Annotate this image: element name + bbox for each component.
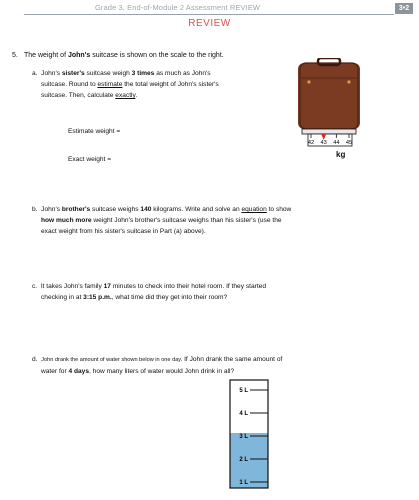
cylinder-tick-label: 4 L [239,411,248,417]
part-a-line-3: suitcase. Then, calculate exactly. [41,92,138,99]
part-c-line-2: checking in at 3:15 p.m., what time did they get into their room? [41,294,228,301]
scale-tick-label: 43 [320,140,327,146]
part-b [32,204,382,237]
scale-unit: kg [336,150,346,159]
graduated-cylinder [214,378,284,490]
part-c-line-1: c. It takes John's family 17 minutes to check into their hotel room. If they started [32,283,267,290]
part-d [32,354,392,377]
scale-tick-label: 44 [333,140,340,146]
suitcase-latch-left [307,80,310,83]
exact-weight-label: Exact weight = [68,156,112,163]
estimate-weight-label: Estimate weight = [68,128,121,135]
suitcase-handle [318,58,340,65]
part-d-line-1: d. John drank the amount of water shown below in one day. If John drank the same amount of [32,356,283,363]
review-heading: REVIEW [188,18,231,29]
part-b-line-2: how much more weight John's brother's suitcase weighs than his sister's (use the [41,217,282,224]
part-d-line-2: water for 4 days, how many liters of water would John drink in all? [41,368,235,375]
cylinder-tick-label: 2 L [239,457,248,463]
cylinder-water [230,433,268,488]
part-c [32,281,382,303]
cylinder-tick-label: 5 L [239,388,248,394]
suitcase-latch-right [347,80,350,83]
part-b-line-3: exact weight from his sister's suitcase in Part (a) above). [41,228,206,235]
suitcase-body [298,63,360,129]
scale-tick-label: 45 [345,140,353,146]
part-b-line-1: b. John's brother's suitcase weighs 140 kilograms. Write and solve an equation to show [32,206,292,213]
header-title: Grade 3, End-of-Module 2 Assessment REVIEW [95,3,261,12]
part-a-line-1: a. John's sister's suitcase weigh 3 times as much as John's [32,70,211,77]
scale-platform [302,129,356,134]
cylinder-tick-label: 3 L [239,434,248,440]
scale-tick-label: 42 [307,140,315,146]
part-a [32,68,282,101]
suitcase-scale-illustration [298,58,360,174]
question-stem: The weight of John's suitcase is shown on the scale to the right. [24,52,224,59]
module-badge: 3•2 [395,3,413,14]
part-a-line-2: suitcase. Round to estimate the total weight of John's sister's [41,81,219,88]
cylinder-tick-label: 1 L [239,480,248,486]
question-number: 5. [12,52,18,59]
